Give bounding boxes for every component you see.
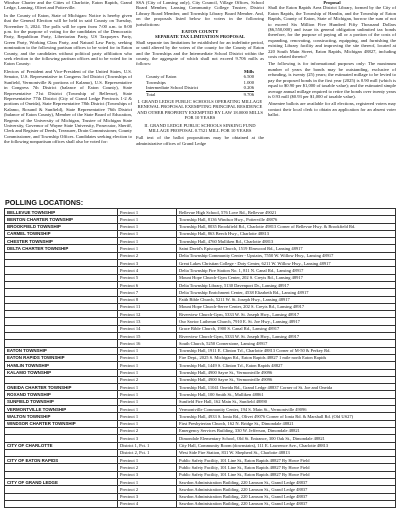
township-cell (5, 303, 118, 310)
table-row (5, 303, 396, 310)
location-cell: First Presbyterian Church, 162 N. Bridge St., Dimondale 48821 (177, 420, 396, 427)
township-cell: CHESTER TOWNSHIP (5, 238, 118, 245)
precinct-cell: Precinct 1 (118, 420, 177, 427)
precinct-cell: Precinct 8 (118, 296, 177, 303)
township-cell: DELTA CHARTER TOWNSHIP (5, 245, 118, 252)
proposal-2: II. GRAND LEDGE PUBLIC SCHOOLS SINKING FUND MILLAGE PROPOSAL 0.7521 MILL FOR 10 YEARS (144, 122, 256, 133)
location-cell: Sawdon Administration Building, 220 Lamson St., Grand Ledge 48837 (177, 500, 396, 507)
precinct-cell: Precinct 1 (118, 391, 177, 398)
table-row (5, 230, 396, 237)
location-cell: Township Hall, 8136 Windsor Hwy., Potterville 48876 (177, 216, 396, 223)
mills-name: County of Eaton (146, 74, 177, 80)
precinct-cell: Precinct 6 (118, 281, 177, 288)
precinct-cell: Precinct 1 (118, 398, 177, 405)
precinct-cell: Precinct 1 (118, 384, 177, 391)
paragraph: In the County of Eaton, State of Michigan: Notice is hereby given that the General Election will be held in said County on Tuesday, November 5, 2024. The polls will be open from 7:00 a.m. to 8:00 p.m. for the purpose of voting for the candidates of the Democratic Party, Republican Party, Libertarian Party, US Taxpayers Party, Green Party, Working Class Party, and Natural Law Party, seeking nomination to the following partisan offices to be voted for in Eaton County, and the candidates without political party affiliation who seek election to the following partisan offices and to be voted for in Eaton County: (4, 12, 132, 67)
location-cell: West Side Fire Station, 831 W. Shepherd St., Charlotte 48813 (177, 449, 396, 456)
location-cell: Grace Bible Church, 1900 S. Canal Rd., Lansing 48917 (177, 325, 396, 332)
precinct-cell: Precinct 7 (118, 289, 177, 296)
table-row (5, 252, 396, 259)
location-cell: Township Hall, 4933 S. Ionia Rd., Olivet 49076 Corner of Ionia Rd. & Marshall Rd. (Old US27) (177, 413, 396, 420)
township-cell: WALTON TOWNSHIP (5, 413, 118, 420)
polling-table-body (5, 209, 396, 508)
mills-value: 0.206 (243, 85, 254, 91)
township-cell (5, 427, 118, 434)
location-cell: Township Hall, 11041 Oneida Rd., Grand Ledge 48837 Corner of St. Joe and Oneida (177, 384, 396, 391)
table-row (5, 223, 396, 230)
precinct-cell: Precinct 1 (118, 223, 177, 230)
location-cell: Township Hall, 863 Beech Hwy., Charlotte 48813 (177, 230, 396, 237)
location-cell: Sawdon Administration Building, 220 Lamson St., Grand Ledge 48837 (177, 478, 396, 485)
location-cell: Our Savior Lutheran Church, 7910 E. St. Joe Hwy., Lansing 48917 (177, 318, 396, 325)
table-row (5, 267, 396, 274)
township-cell: CITY OF EATON RAPIDS (5, 457, 118, 464)
township-cell (5, 471, 118, 478)
township-cell: BELLEVUE TOWNSHIP (5, 209, 118, 216)
paragraph: Shall the Eaton Rapids Area District Library, formed by the City of Eaton Rapids, the Township of Hamlin, and the Township of Eaton Rapids, County of Eaton, State of Michigan, borrow the sum of not to exceed Six Million Five Hundred Fifty Thousand Dollars ($6,550,000) and issue its general obligation unlimited tax bonds therefore, for the purpose of paying all or a portion of the costs of expanding, renovating, constructing, equipping, and furnishing the existing Library facility and improving the site thereof, located at 220 South Main Street, Eaton Rapids, Michigan 48827, including costs related thereto? (268, 5, 396, 60)
township-cell: HAMLIN TOWNSHIP (5, 362, 118, 369)
location-cell: Township Hall, 4900 Sayre St., Vermontville 49096 (177, 369, 396, 376)
table-row (5, 420, 396, 427)
township-cell (5, 333, 118, 340)
location-cell: Saint David's Episcopal Church, 1519 Elmwood Rd., Lansing 48917 (177, 245, 396, 252)
paragraph: SSA (City of Lansing only), City Council, Village Offices, School Board Member, Lansing Community College Trustee, District Library Board Member, and Township Library Board Member. And, on the proposals listed below for voters in the following jurisdictions: (136, 0, 264, 27)
precinct-cell: Precinct 13 (118, 318, 177, 325)
precinct-cell: Precinct 3 (118, 493, 177, 500)
mills-value: 1.000 (243, 79, 254, 85)
precinct-cell: Precinct 1 (118, 457, 177, 464)
table-row (5, 347, 396, 354)
location-cell: Riverview Church-Gym, 5333 W. St. Joseph Hwy., Lansing 48917 (177, 311, 396, 318)
proposal-1: I. GRAND LEDGE PUBLIC SCHOOLS OPERATING MILLAGE RENEWAL PROPOSAL EXEMPTING PRINCIPAL RESIDENCE AND OTHER PROPERTY EXEMPTED BY LAW 18.0000 MILLS FOR 10 YEARS (137, 98, 263, 121)
table-row (5, 442, 396, 449)
location-cell: Township Hall, 1911 E. Clinton Trl., Charlotte 48813 Corner of M-50 & Perkey Rd. (177, 347, 396, 354)
township-cell (5, 500, 118, 507)
location-cell: Fire Dept., 2025 S. Michigan Rd., Eaton Rapids 48827 1 mile north Eaton Rapids (177, 354, 396, 361)
column-3 (268, 0, 396, 196)
location-cell: Emergency Services Building, 330 W. Jefferson, Dimondale 48821 (177, 427, 396, 434)
mills-name: Townships (146, 79, 166, 85)
location-cell: City Hall, Community Room (downstairs), 111 E. Lawrence Ave., Charlotte 48813 (177, 442, 396, 449)
location-cell: Mount Hope Church-Serve Center, 202 S. Creyts Rd., Lansing 48917 (177, 303, 396, 310)
location-cell: Sunfield Fire Hall, 162 Main St., Sunfield 48890 (177, 398, 396, 405)
mills-name: Intermediate School District (146, 85, 199, 91)
table-row (5, 493, 396, 500)
township-cell: SUNFIELD TOWNSHIP (5, 398, 118, 405)
precinct-cell: Precinct 1 (118, 478, 177, 485)
precinct-cell: Precinct 11 (118, 303, 177, 310)
table-row (5, 311, 396, 318)
precinct-cell: Precinct 1 (118, 413, 177, 420)
table-row (5, 427, 396, 434)
township-cell: CITY OF GRAND LEDGE (5, 478, 118, 485)
table-row (5, 325, 396, 332)
table-row (5, 354, 396, 361)
location-cell: Sawdon Administration Building, 220 Lamson St., Grand Ledge 48837 (177, 486, 396, 493)
location-cell: Public Safety Facility, 101 Line St., Eaton Rapids 48827 By Howe Field (177, 464, 396, 471)
precinct-cell: Precinct 3 (118, 260, 177, 267)
location-cell: Township Hall, 4760 Mulliken Rd., Charlotte 48813 (177, 238, 396, 245)
location-cell: Bellevue High School, 576 Love Rd., Bellevue 49021 (177, 209, 396, 216)
paragraph: Full text of the ballot propositions may be obtained at the administrative offices of Grand Ledge (136, 135, 264, 146)
township-cell (5, 486, 118, 493)
township-cell: VERMONTVILLE TOWNSHIP (5, 406, 118, 413)
mills-value: 6.500 (243, 74, 254, 80)
precinct-cell: Precinct 1 (118, 238, 177, 245)
table-row (5, 391, 396, 398)
location-cell: Township Hall, 4900 Sayre St., Vermontville 49096 (177, 376, 396, 383)
precinct-cell: Precinct 5 (118, 274, 177, 281)
table-row (5, 471, 396, 478)
township-cell (5, 289, 118, 296)
table-row (5, 486, 396, 493)
township-cell (5, 311, 118, 318)
paragraph: Electors of President and Vice-President of the United States, U.S. Senator, U.S. Representative in Congress 3rd District (Townships of Sunfield, Vermontville & portions of Kalamo), U.S. Representative in Congress 7th District (balance of Eaton County), State Representative 71st District (Township of Bellevue), State Representative 77th District (City of Grand Ledge Precincts 1-2 & portions of Oneida), State Representative 78th District (Townships of Kalamo, Roxand & Sunfield), State Representative 76th District (balance of Eaton County), Member of the State Board of Education, Regents of the University of Michigan, Trustee of Michigan State University, Governor of Wayne State University, Prosecutor, Sheriff, Clerk and Register of Deeds, Treasurer, Drain Commissioner, County Commissioner, and Township Offices. Candidates seeking election to the following nonpartisan offices shall also be voted for: (4, 68, 132, 145)
location-cell: Great Lakes Christian College - Doty Center, 6211 W. Willow Hwy., Lansing 48917 (177, 260, 396, 267)
precinct-cell: Precinct 4 (118, 500, 177, 507)
table-row (5, 413, 396, 420)
mills-name: Total (146, 91, 156, 97)
township-cell (5, 260, 118, 267)
table-row (5, 478, 396, 485)
precinct-cell: Precinct 1 (118, 245, 177, 252)
precinct-cell: Precinct 1 (118, 230, 177, 237)
precinct-cell: Precinct 1 (118, 362, 177, 369)
precinct-cell: Precinct 2 (118, 252, 177, 259)
township-cell: BROOKFIELD TOWNSHIP (5, 223, 118, 230)
precinct-cell: Precinct 1 (118, 406, 177, 413)
township-cell (5, 493, 118, 500)
table-row (5, 318, 396, 325)
location-cell: Public Safety Facility, 101 Line St., Eaton Rapids 48827 By Howe Field (177, 471, 396, 478)
township-cell (5, 464, 118, 471)
township-cell: EATON RAPIDS TOWNSHIP (5, 354, 118, 361)
township-cell: BENTON CHARTER TOWNSHIP (5, 216, 118, 223)
location-cell: Delta Township Library, 5130 Davenport Dr., Lansing 48917 (177, 281, 396, 288)
precinct-cell: Precinct 2 (118, 464, 177, 471)
location-cell: Township Hall, 100 Smith St., Mulliken 48861 (177, 391, 396, 398)
township-cell: WINDSOR CHARTER TOWNSHIP (5, 420, 118, 427)
table-row (5, 238, 396, 245)
table-row (5, 281, 396, 288)
precinct-cell: Precinct 1 (118, 209, 177, 216)
column-1 (4, 0, 132, 196)
precinct-cell: Precinct 3 (118, 471, 177, 478)
table-row (5, 245, 396, 252)
mills-table (136, 69, 264, 97)
township-cell: KALAMO TOWNSHIP (5, 369, 118, 376)
township-cell (5, 340, 118, 347)
table-row (5, 209, 396, 216)
location-cell: Dimondale Elementary School, Old St. Entrance, 300 Oak St., Dimondale 48821 (177, 435, 396, 442)
township-cell (5, 376, 118, 383)
township-cell (5, 325, 118, 332)
table-row (5, 500, 396, 507)
location-cell: South Church, 5250 Cornerstone, Lansing 48917 (177, 340, 396, 347)
township-cell: ONEIDA CHARTER TOWNSHIP (5, 384, 118, 391)
township-cell (5, 449, 118, 456)
precinct-cell: Precinct 3 (118, 435, 177, 442)
polling-table (4, 208, 396, 508)
precinct-cell: District 1, Pct. 1 (118, 442, 177, 449)
proposal-title: Proposal (323, 0, 341, 5)
polling-title: POLLING LOCATIONS: (5, 198, 84, 207)
location-cell: Mount Hope Church-Gym Center, 202 S. Creyts Rd., Lansing 48917 (177, 274, 396, 281)
table-row (5, 464, 396, 471)
column-2 (136, 0, 264, 196)
table-row (5, 216, 396, 223)
paragraph: Windsor Charter and the Cities of Charlotte, Eaton Rapids, Grand Ledge, Lansing, Olivet and Potterville. (4, 0, 132, 11)
table-row (5, 398, 396, 405)
table-row (5, 333, 396, 340)
precinct-cell: Precinct 2 (118, 486, 177, 493)
location-cell: Township Hall, 1449 S. Clinton Trl., Eaton Rapids 48827 (177, 362, 396, 369)
table-row (5, 376, 396, 383)
table-row (5, 274, 396, 281)
notice-columns (4, 0, 396, 196)
table-row (5, 449, 396, 456)
table-row (5, 369, 396, 376)
township-cell (5, 296, 118, 303)
paragraph: Shall separate tax limitations be established for an indefinite period, or until altered by the voters of the county for the County of Eaton and the Townships and the Intermediate School District within the county, the aggregate of which shall not exceed 9.706 mills as follows: (136, 39, 264, 67)
location-cell: Delta Township Fire Station No. 1, 811 N. Canal Rd., Lansing 48917 (177, 267, 396, 274)
precinct-cell: Precinct 1 (118, 354, 177, 361)
paragraph: Absentee ballots are available for all elections, registered voters may contact their local clerk to obtain an application for an absent voter ballot. (268, 101, 396, 118)
township-cell (5, 274, 118, 281)
table-row (5, 384, 396, 391)
mills-header: Mills (244, 68, 254, 74)
county-subtitle: SEPARATE TAX LIMITATION PROPOSAL (155, 34, 245, 40)
location-cell: Township Hall, 8035 Brookfield Rd., Charlotte 49813 Corner of Bellevue Hwy. & Brookfield Rd. (177, 223, 396, 230)
location-cell: Delta Township Community Center - Upstairs, 7550 W. Willow Hwy., Lansing 48917 (177, 252, 396, 259)
paragraph: The following is for informational purposes only: The maximum number of years the bonds may be outstanding, exclusive of refunding, is twenty (25) years; the estimated millage to be levied to pay the proposed bonds in the first year (2025) is 0.90 mill (which is equal to $0.90 per $1,000 of taxable value); and the estimated simple average annual millage required to retire the bonds over twenty years is 0.93 mill ($0.93 per $1,000 of taxable value). (268, 61, 396, 99)
precinct-cell: Precinct 1 (118, 347, 177, 354)
precinct-cell: Precinct 15 (118, 333, 177, 340)
location-cell: Sawdon Administration Building, 220 Lamson St., Grand Ledge 48837 (177, 493, 396, 500)
location-cell: Riverview Church-Gym, 5333 W. St. Joseph Hwy., Lansing 48917 (177, 333, 396, 340)
township-cell: CARMEL TOWNSHIP (5, 230, 118, 237)
table-row (5, 260, 396, 267)
township-cell: ROXAND TOWNSHIP (5, 391, 118, 398)
table-row (5, 296, 396, 303)
precinct-cell: District 2, Pct. 1 (118, 449, 177, 456)
table-row (5, 340, 396, 347)
table-row (5, 435, 396, 442)
precinct-cell: Precinct 12 (118, 311, 177, 318)
township-cell (5, 252, 118, 259)
township-cell (5, 267, 118, 274)
table-row (5, 457, 396, 464)
mills-value: 9.706 (243, 91, 254, 97)
county-title: EATON COUNTY (181, 29, 219, 35)
location-cell: Faith Bible Church, 5211 W. St. Joseph Hwy., Lansing 48917 (177, 296, 396, 303)
precinct-cell: Precinct 2 (118, 427, 177, 434)
precinct-cell: Precinct 14 (118, 325, 177, 332)
mills-total-row (146, 91, 254, 97)
location-cell: Vermontville Community Center, 194 S. Main St., Vermontville 49096 (177, 406, 396, 413)
precinct-cell: Precinct 1 (118, 369, 177, 376)
location-cell: Public Safety Facility, 101 Line St., Eaton Rapids 48827 By Howe Field (177, 457, 396, 464)
township-cell: EATON TOWNSHIP (5, 347, 118, 354)
township-cell: CITY OF CHARLOTTE (5, 442, 118, 449)
township-cell (5, 318, 118, 325)
precinct-cell: Precinct 16 (118, 340, 177, 347)
precinct-cell: Precinct 4 (118, 267, 177, 274)
table-row (5, 289, 396, 296)
precinct-cell: Precinct 2 (118, 376, 177, 383)
location-cell: Delta Township Enrichment Center, 4538 Elizabeth Rd., Lansing 48917 (177, 289, 396, 296)
table-row (5, 362, 396, 369)
township-cell (5, 435, 118, 442)
table-row (5, 406, 396, 413)
precinct-cell: Precinct 1 (118, 216, 177, 223)
township-cell (5, 281, 118, 288)
